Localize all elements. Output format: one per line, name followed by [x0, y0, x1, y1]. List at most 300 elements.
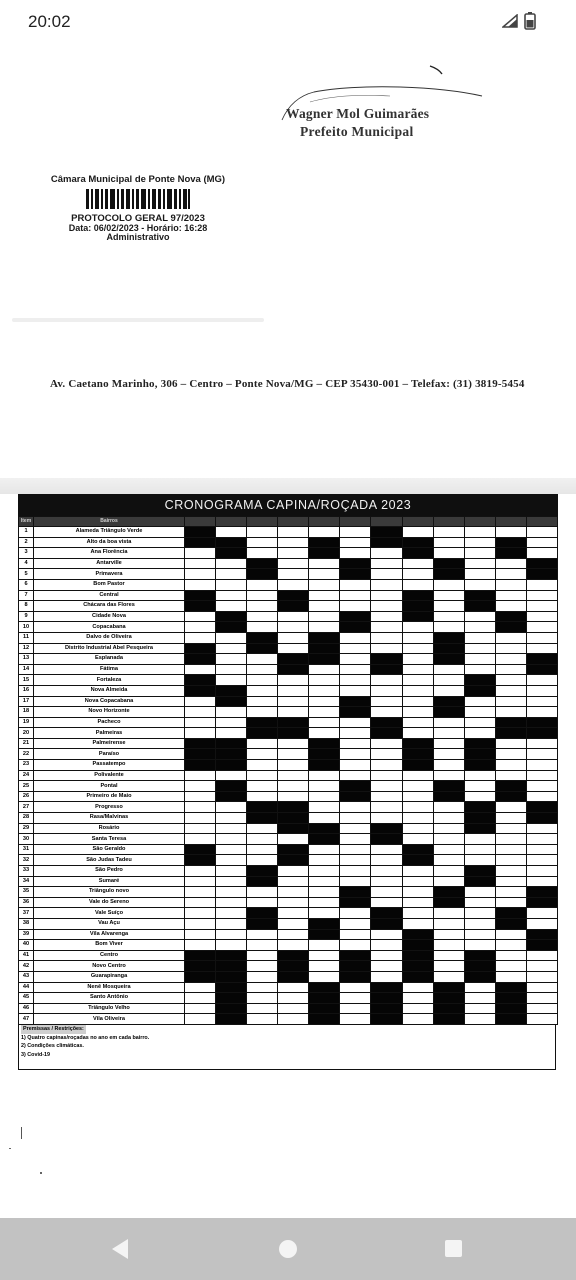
schedule-cell — [247, 887, 278, 898]
schedule-cell — [185, 601, 216, 612]
schedule-cell — [216, 548, 247, 559]
schedule-cell — [402, 813, 433, 824]
neighborhood-name: Fortaleza — [34, 675, 185, 686]
schedule-cell — [495, 961, 526, 972]
schedule-cell — [247, 940, 278, 951]
schedule-cell — [526, 632, 557, 643]
row-number: 23 — [19, 760, 34, 771]
schedule-cell — [371, 982, 402, 993]
schedule-cell — [526, 654, 557, 665]
schedule-cell — [309, 728, 340, 739]
table-row — [19, 961, 558, 972]
home-icon[interactable] — [279, 1240, 297, 1258]
schedule-cell — [371, 770, 402, 781]
schedule-cell — [185, 527, 216, 538]
schedule-cell — [185, 971, 216, 982]
schedule-cell — [464, 537, 495, 548]
table-row — [19, 527, 558, 538]
row-number: 41 — [19, 950, 34, 961]
schedule-cell — [371, 611, 402, 622]
schedule-cell — [495, 866, 526, 877]
schedule-cell — [278, 537, 309, 548]
schedule-cell — [371, 643, 402, 654]
table-row — [19, 622, 558, 633]
schedule-cell — [340, 696, 371, 707]
schedule-cell — [433, 707, 464, 718]
schedule-cell — [526, 685, 557, 696]
schedule-cell — [495, 1003, 526, 1014]
schedule-cell — [340, 728, 371, 739]
schedule-cell — [402, 770, 433, 781]
neighborhood-name: São Pedro — [34, 866, 185, 877]
schedule-cell — [216, 897, 247, 908]
table-row — [19, 654, 558, 665]
schedule-cell — [371, 558, 402, 569]
schedule-cell — [495, 940, 526, 951]
schedule-cell — [278, 918, 309, 929]
table-row — [19, 876, 558, 887]
schedule-cell — [371, 993, 402, 1004]
schedule-cell — [495, 1014, 526, 1025]
schedule-cell — [247, 579, 278, 590]
protocol-stamp — [38, 174, 238, 242]
schedule-cell — [247, 770, 278, 781]
row-number: 6 — [19, 579, 34, 590]
schedule-cell — [464, 866, 495, 877]
header-month — [526, 517, 557, 527]
schedule-cell — [216, 675, 247, 686]
row-number: 46 — [19, 1003, 34, 1014]
schedule-cell — [185, 1014, 216, 1025]
header-month — [433, 517, 464, 527]
table-row — [19, 643, 558, 654]
schedule-cell — [309, 632, 340, 643]
schedule-cell — [309, 527, 340, 538]
schedule-cell — [278, 548, 309, 559]
schedule-cell — [309, 855, 340, 866]
schedule-cell — [371, 664, 402, 675]
schedule-cell — [278, 728, 309, 739]
schedule-cell — [185, 993, 216, 1004]
table-row — [19, 791, 558, 802]
schedule-cell — [309, 971, 340, 982]
schedule-cell — [526, 908, 557, 919]
schedule-cell — [402, 887, 433, 898]
row-number: 36 — [19, 897, 34, 908]
schedule-cell — [371, 887, 402, 898]
schedule-cell — [526, 760, 557, 771]
schedule-cell — [216, 717, 247, 728]
schedule-cell — [309, 654, 340, 665]
schedule-cell — [402, 918, 433, 929]
schedule-cell — [340, 537, 371, 548]
schedule-cell — [278, 685, 309, 696]
schedule-cell — [278, 632, 309, 643]
schedule-cell — [340, 643, 371, 654]
schedule-cell — [371, 813, 402, 824]
schedule-cell — [340, 781, 371, 792]
schedule-cell — [464, 696, 495, 707]
neighborhood-name: Sumaré — [34, 876, 185, 887]
schedule-cell — [433, 823, 464, 834]
schedule-cell — [371, 738, 402, 749]
schedule-cell — [495, 579, 526, 590]
schedule-cell — [433, 611, 464, 622]
table-row — [19, 590, 558, 601]
schedule-cell — [495, 611, 526, 622]
schedule-cell — [309, 929, 340, 940]
table-row — [19, 601, 558, 612]
schedule-cell — [464, 728, 495, 739]
schedule-cell — [433, 738, 464, 749]
neighborhood-name: Central — [34, 590, 185, 601]
schedule-cell — [433, 887, 464, 898]
schedule-cell — [402, 749, 433, 760]
schedule-cell — [278, 1003, 309, 1014]
schedule-cell — [495, 675, 526, 686]
schedule-cell — [309, 717, 340, 728]
schedule-cell — [340, 654, 371, 665]
row-number: 22 — [19, 749, 34, 760]
schedule-cell — [340, 601, 371, 612]
row-number: 16 — [19, 685, 34, 696]
schedule-document — [18, 494, 558, 1070]
schedule-cell — [216, 707, 247, 718]
schedule-cell — [278, 569, 309, 580]
schedule-cell — [371, 802, 402, 813]
schedule-cell — [216, 622, 247, 633]
schedule-cell — [402, 823, 433, 834]
schedule-cell — [402, 717, 433, 728]
header-month — [402, 517, 433, 527]
schedule-cell — [185, 876, 216, 887]
schedule-cell — [495, 834, 526, 845]
schedule-cell — [185, 802, 216, 813]
schedule-cell — [464, 844, 495, 855]
neighborhood-name: Polivalente — [34, 770, 185, 781]
table-row — [19, 844, 558, 855]
schedule-cell — [185, 654, 216, 665]
schedule-cell — [526, 696, 557, 707]
schedule-cell — [371, 950, 402, 961]
schedule-cell — [371, 654, 402, 665]
schedule-cell — [216, 791, 247, 802]
schedule-cell — [433, 675, 464, 686]
neighborhood-name: Cidade Nova — [34, 611, 185, 622]
schedule-cell — [216, 696, 247, 707]
schedule-cell — [495, 918, 526, 929]
schedule-cell — [247, 569, 278, 580]
schedule-cell — [278, 781, 309, 792]
schedule-cell — [278, 579, 309, 590]
schedule-cell — [433, 929, 464, 940]
schedule-cell — [278, 971, 309, 982]
schedule-cell — [433, 579, 464, 590]
schedule-cell — [340, 940, 371, 951]
notes-item: 2) Condições climáticas. — [21, 1043, 84, 1050]
schedule-cell — [495, 537, 526, 548]
schedule-cell — [185, 760, 216, 771]
schedule-cell — [464, 940, 495, 951]
schedule-cell — [216, 802, 247, 813]
schedule-cell — [433, 527, 464, 538]
schedule-cell — [340, 971, 371, 982]
schedule-cell — [185, 738, 216, 749]
schedule-cell — [278, 908, 309, 919]
schedule-cell — [371, 537, 402, 548]
schedule-cell — [402, 622, 433, 633]
back-icon[interactable] — [110, 1238, 130, 1260]
schedule-cell — [464, 654, 495, 665]
schedule-cell — [464, 813, 495, 824]
neighborhood-name: Esplanada — [34, 654, 185, 665]
pencil-mark — [21, 1127, 22, 1139]
schedule-cell — [185, 961, 216, 972]
signatory-title: Prefeito Municipal — [300, 124, 414, 139]
schedule-cell — [371, 707, 402, 718]
row-number: 21 — [19, 738, 34, 749]
neighborhood-name: Paraíso — [34, 749, 185, 760]
neighborhood-name: Vila Oliveira — [34, 1014, 185, 1025]
schedule-cell — [495, 569, 526, 580]
schedule-cell — [464, 950, 495, 961]
table-row — [19, 675, 558, 686]
schedule-cell — [526, 527, 557, 538]
schedule-cell — [247, 950, 278, 961]
schedule-cell — [340, 791, 371, 802]
schedule-cell — [185, 929, 216, 940]
schedule-cell — [278, 961, 309, 972]
schedule-cell — [371, 760, 402, 771]
neighborhood-name: Distrito Industrial Abel Pesqueira — [34, 643, 185, 654]
schedule-cell — [185, 950, 216, 961]
schedule-cell — [526, 622, 557, 633]
row-number: 10 — [19, 622, 34, 633]
schedule-cell — [433, 791, 464, 802]
neighborhood-name: Primavera — [34, 569, 185, 580]
schedule-cell — [185, 791, 216, 802]
schedule-cell — [216, 601, 247, 612]
schedule-cell — [495, 654, 526, 665]
schedule-cell — [185, 749, 216, 760]
schedule-cell — [278, 823, 309, 834]
schedule-cell — [402, 866, 433, 877]
schedule-cell — [216, 971, 247, 982]
schedule-cell — [216, 834, 247, 845]
schedule-cell — [216, 664, 247, 675]
schedule-notes — [18, 1025, 556, 1070]
neighborhood-name: Novo Centro — [34, 961, 185, 972]
schedule-cell — [433, 664, 464, 675]
schedule-cell — [433, 749, 464, 760]
schedule-cell — [402, 664, 433, 675]
schedule-cell — [216, 654, 247, 665]
schedule-cell — [185, 696, 216, 707]
schedule-cell — [340, 897, 371, 908]
table-row — [19, 993, 558, 1004]
schedule-cell — [309, 696, 340, 707]
schedule-cell — [433, 961, 464, 972]
schedule-cell — [216, 760, 247, 771]
schedule-cell — [278, 717, 309, 728]
schedule-cell — [216, 940, 247, 951]
schedule-cell — [526, 1014, 557, 1025]
schedule-cell — [278, 707, 309, 718]
schedule-cell — [185, 813, 216, 824]
letter-address: Av. Caetano Marinho, 306 – Centro – Ponte Nova/MG – CEP 35430-001 – Telefax: (31) 3819-5454 — [50, 378, 525, 390]
schedule-cell — [526, 940, 557, 951]
schedule-cell — [402, 971, 433, 982]
neighborhood-name: Progresso — [34, 802, 185, 813]
schedule-cell — [340, 685, 371, 696]
schedule-cell — [185, 632, 216, 643]
neighborhood-name: Alto da boa vista — [34, 537, 185, 548]
schedule-cell — [340, 929, 371, 940]
schedule-cell — [464, 643, 495, 654]
schedule-cell — [495, 908, 526, 919]
row-number: 14 — [19, 664, 34, 675]
recents-icon[interactable] — [445, 1240, 462, 1257]
schedule-cell — [526, 876, 557, 887]
schedule-cell — [216, 993, 247, 1004]
schedule-cell — [433, 643, 464, 654]
neighborhood-name: Novo Horizonte — [34, 707, 185, 718]
schedule-cell — [526, 781, 557, 792]
schedule-cell — [402, 855, 433, 866]
schedule-cell — [402, 844, 433, 855]
header-month — [278, 517, 309, 527]
schedule-cell — [185, 770, 216, 781]
neighborhood-name: Guarapiranga — [34, 971, 185, 982]
neighborhood-name: Nenê Mosqueira — [34, 982, 185, 993]
schedule-cell — [495, 622, 526, 633]
schedule-cell — [216, 855, 247, 866]
schedule-cell — [402, 876, 433, 887]
schedule-cell — [495, 548, 526, 559]
neighborhood-name: Dalvo de Oliveira — [34, 632, 185, 643]
schedule-cell — [433, 717, 464, 728]
schedule-cell — [340, 548, 371, 559]
schedule-cell — [402, 632, 433, 643]
schedule-cell — [495, 993, 526, 1004]
table-row — [19, 855, 558, 866]
table-header-row — [19, 517, 558, 527]
schedule-cell — [216, 1014, 247, 1025]
schedule-cell — [495, 717, 526, 728]
schedule-cell — [433, 866, 464, 877]
schedule-cell — [309, 1014, 340, 1025]
schedule-cell — [371, 696, 402, 707]
schedule-cell — [526, 558, 557, 569]
schedule-cell — [526, 897, 557, 908]
schedule-cell — [371, 601, 402, 612]
schedule-cell — [216, 908, 247, 919]
schedule-cell — [495, 791, 526, 802]
schedule-cell — [495, 770, 526, 781]
schedule-cell — [402, 537, 433, 548]
schedule-cell — [340, 813, 371, 824]
schedule-cell — [464, 632, 495, 643]
row-number: 19 — [19, 717, 34, 728]
neighborhood-name: Triângulo novo — [34, 887, 185, 898]
neighborhood-name: Nova Almeida — [34, 685, 185, 696]
schedule-cell — [216, 844, 247, 855]
schedule-cell — [495, 601, 526, 612]
schedule-cell — [278, 929, 309, 940]
schedule-cell — [402, 527, 433, 538]
schedule-cell — [464, 918, 495, 929]
schedule-cell — [247, 823, 278, 834]
schedule-cell — [402, 675, 433, 686]
schedule-cell — [495, 696, 526, 707]
row-number: 44 — [19, 982, 34, 993]
schedule-cell — [402, 993, 433, 1004]
schedule-cell — [340, 664, 371, 675]
schedule-cell — [278, 940, 309, 951]
schedule-cell — [340, 823, 371, 834]
schedule-cell — [247, 749, 278, 760]
header-month — [216, 517, 247, 527]
notes-item: 1) Quatro capinas/roçadas no ano em cada bairro. — [21, 1034, 150, 1041]
schedule-cell — [526, 770, 557, 781]
schedule-cell — [185, 866, 216, 877]
schedule-cell — [340, 834, 371, 845]
neighborhood-name: Palmeiras — [34, 728, 185, 739]
row-number: 4 — [19, 558, 34, 569]
row-number: 8 — [19, 601, 34, 612]
row-number: 33 — [19, 866, 34, 877]
table-row — [19, 908, 558, 919]
row-number: 20 — [19, 728, 34, 739]
schedule-cell — [309, 887, 340, 898]
schedule-cell — [247, 548, 278, 559]
schedule-cell — [309, 749, 340, 760]
schedule-cell — [340, 579, 371, 590]
schedule-cell — [371, 823, 402, 834]
signatory-name: Wagner Mol Guimarães — [286, 106, 430, 121]
schedule-cell — [278, 802, 309, 813]
schedule-cell — [278, 654, 309, 665]
schedule-cell — [309, 548, 340, 559]
schedule-cell — [309, 537, 340, 548]
schedule-cell — [402, 728, 433, 739]
schedule-cell — [402, 834, 433, 845]
row-number: 26 — [19, 791, 34, 802]
table-row — [19, 632, 558, 643]
neighborhood-name: Bom Viver — [34, 940, 185, 951]
schedule-cell — [495, 738, 526, 749]
schedule-cell — [495, 527, 526, 538]
schedule-cell — [185, 664, 216, 675]
table-row — [19, 971, 558, 982]
schedule-cell — [464, 675, 495, 686]
schedule-cell — [464, 569, 495, 580]
schedule-cell — [185, 982, 216, 993]
neighborhood-name: Rosário — [34, 823, 185, 834]
schedule-cell — [216, 537, 247, 548]
schedule-cell — [247, 961, 278, 972]
schedule-cell — [402, 654, 433, 665]
schedule-cell — [216, 950, 247, 961]
row-number: 29 — [19, 823, 34, 834]
schedule-cell — [278, 834, 309, 845]
schedule-cell — [216, 876, 247, 887]
row-number: 2 — [19, 537, 34, 548]
table-row — [19, 1014, 558, 1025]
neighborhood-name: Pontal — [34, 781, 185, 792]
schedule-cell — [464, 1014, 495, 1025]
status-time: 20:02 — [28, 12, 71, 31]
